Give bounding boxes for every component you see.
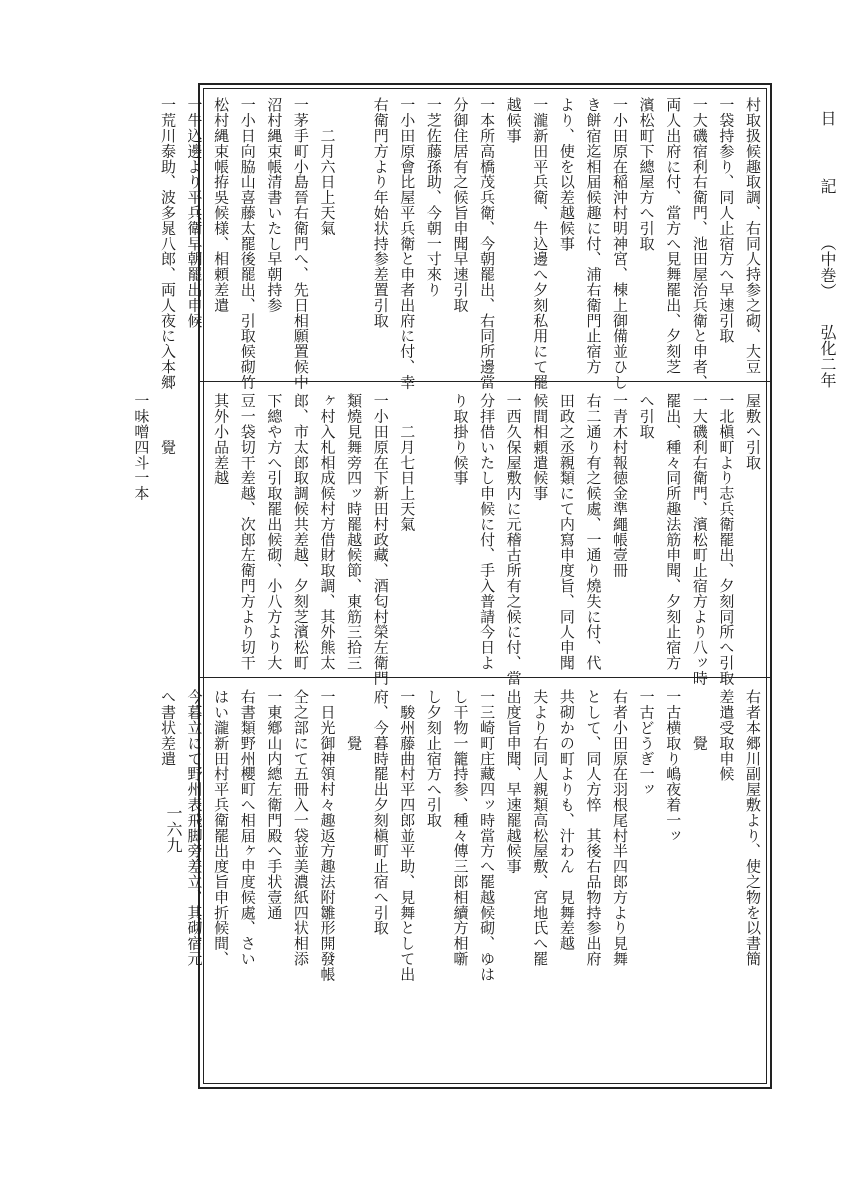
running-header: [812, 110, 842, 440]
text-line: 今暮立にて野州表飛脚旁差立、其砌宿元: [185, 689, 204, 967]
text-line: 豆一袋切干差越、次郎左衛門方より切干: [238, 393, 257, 671]
text-line: [181, 393, 208, 675]
text-line: より、使を以差越候事: [557, 97, 576, 251]
running-header-title: 日 記: [818, 110, 837, 212]
text-line: 一小田原在下新田村政藏、酒匂村榮左衛門: [371, 393, 390, 686]
text-line: 松村縄束帳拵吳候様、相頼差遣: [212, 97, 231, 313]
text-line: 郎、市太郎取調候共差越、夕刻芝濱松町: [291, 393, 310, 671]
text-line: 一北槇町より志兵衛罷出、夕刻同所へ引取: [717, 393, 736, 686]
text-line: 一駿州藤曲村平四郎並平助、見舞として出: [398, 689, 417, 982]
text-line: [420, 393, 447, 675]
text-line: 覺: [345, 689, 364, 751]
text-line: 二月七日上天氣: [398, 393, 417, 532]
text-line: 屋敷へ引取: [744, 393, 762, 470]
text-line: 一西久保屋敷内に元稽古所有之候に付、當: [504, 393, 523, 686]
text-line: 右書類野州櫻町へ相届ヶ申度候處、さい: [238, 689, 257, 967]
text-line: 一三崎町庄藏四ッ時當方へ罷越候砌、ゆは: [478, 689, 497, 982]
text-line: 覺: [158, 393, 177, 455]
text-line: 一茅手町小島晉右衛門へ、先日相願置候中: [291, 97, 310, 390]
text-line: 類燒見舞旁四ッ時罷越候節、東筋三拾三: [345, 393, 364, 671]
text-line: し干物一籠持参、種々傳三郎相續方相噺: [451, 689, 470, 967]
text-line: 分拝借いたし申候に付、手入普請今日よ: [478, 393, 497, 671]
text-line: 右二通り有之候處、一通り燒失に付、代: [584, 393, 603, 671]
text-line: 一青木村報徳金準繩帳壹冊: [611, 393, 630, 578]
text-line: 夫より右同人親類高松屋敷、宮地氏へ罷: [531, 689, 550, 967]
text-line: へ引取: [637, 393, 656, 440]
text-line: 村取扱候趣取調、右同人持参之砌、大豆: [744, 97, 762, 375]
text-line: 一瀧新田平兵衛、牛込邊へ夕刻私用にて罷: [531, 97, 550, 390]
running-header-era: 弘化二年: [818, 324, 837, 389]
page-number: 一六九: [164, 805, 183, 853]
text-line: 一大磯利右衛門、濱松町止宿方より八ッ時: [690, 393, 709, 686]
text-line: 差遣受取申候: [717, 689, 736, 782]
text-line: 右者本郷川副屋敷より、使之物を以書簡: [744, 689, 762, 967]
text-line: 一東鄕山内總左衛門殿へ手状壹通: [265, 689, 284, 920]
text-section-middle: [132, 393, 766, 686]
running-header-volume: （中巻）: [818, 235, 837, 300]
text-line: 一小日向脇山喜藤太罷後罷出、引取候砌竹: [238, 97, 257, 390]
text-line: 沼村縄束帳清書いたし早朝持参: [265, 97, 284, 313]
text-line: へ書状差遣: [158, 689, 177, 766]
text-line: 候間相頼遣候事: [531, 393, 550, 501]
text-line: 田政之丞親類にて内寫申度旨、同人申聞: [557, 393, 576, 671]
text-line: 二月六日上天氣: [318, 97, 337, 236]
text-line: 一古横取り嶋夜着一ッ: [664, 689, 683, 843]
text-line: 濱松町下總屋方へ引取: [637, 97, 656, 251]
text-line: 右衛門方より年始状持参差置引取: [371, 97, 390, 328]
text-line: 府、今暮時罷出夕刻槇町止宿へ引取: [371, 689, 390, 936]
text-section-upper: [158, 97, 766, 390]
text-line: 一小田原在稲沖村明神宮、棟上御備並ひし: [611, 97, 630, 390]
text-line: 下總や方へ引取罷出候砌、小八方より大: [265, 393, 284, 671]
text-line: [341, 97, 368, 379]
text-line: 仝之部にて五冊入一袋並美濃紙四状相添: [291, 689, 310, 967]
text-line: 出度旨申聞、早速罷越候事: [504, 689, 523, 874]
text-line: 一味噌四斗一本: [132, 393, 151, 501]
text-line: 越候事: [504, 97, 523, 144]
text-line: 一古どうぎ一ッ: [637, 689, 656, 797]
text-line: 覺: [690, 689, 709, 751]
text-line: き餅宿迄相届候趣に付、浦右衛門止宿方: [584, 97, 603, 375]
text-line: し夕刻止宿方へ引取: [424, 689, 443, 828]
text-line: 一牛込邊より平兵衛早朝罷出申候: [185, 97, 204, 328]
text-line: 一大磯宿利右衛門、池田屋治兵衛と申者、: [690, 97, 709, 390]
text-line: 罷出、種々同所趣法筋申聞、夕刻止宿方: [664, 393, 683, 671]
text-line: 一本所高橋茂兵衛、今朝罷出、右同所邊當: [478, 97, 497, 390]
text-line: 共砌かの町よりも、汁わん 見舞差越: [557, 689, 576, 951]
text-line: ヶ村入札相成候村方借財取調、其外熊太: [318, 393, 337, 671]
text-line: 其外小品差越: [212, 393, 231, 486]
text-line: 一荒川泰助、波多晁八郎、両人夜に入本郷: [158, 97, 177, 390]
text-line: り取掛り候事: [451, 393, 470, 486]
text-line: 一芝佐藤孫助、今朝一寸來り: [424, 97, 443, 298]
section-divider-lower: [200, 677, 770, 678]
text-line: 一小田原會比屋平兵衛と申者出府に付、幸: [398, 97, 417, 390]
text-line: 右者小田原在羽根尾村半四郎方より見舞: [611, 689, 630, 967]
text-line: 一袋持参り、同人止宿方へ早速引取: [717, 97, 736, 344]
text-line: として、同人方悴 其後右品物持参出府: [584, 689, 603, 967]
text-line: 一日光御神領村々趣返方趣法附雛形開發帳: [318, 689, 337, 982]
text-line: 分御住居有之候旨申聞早速引取: [451, 97, 470, 313]
text-line: 両人出府に付、當方へ見舞罷出、夕刻芝: [664, 97, 683, 375]
text-line: はい瀧新田村平兵衛罷出度旨申折候間、: [212, 689, 231, 967]
